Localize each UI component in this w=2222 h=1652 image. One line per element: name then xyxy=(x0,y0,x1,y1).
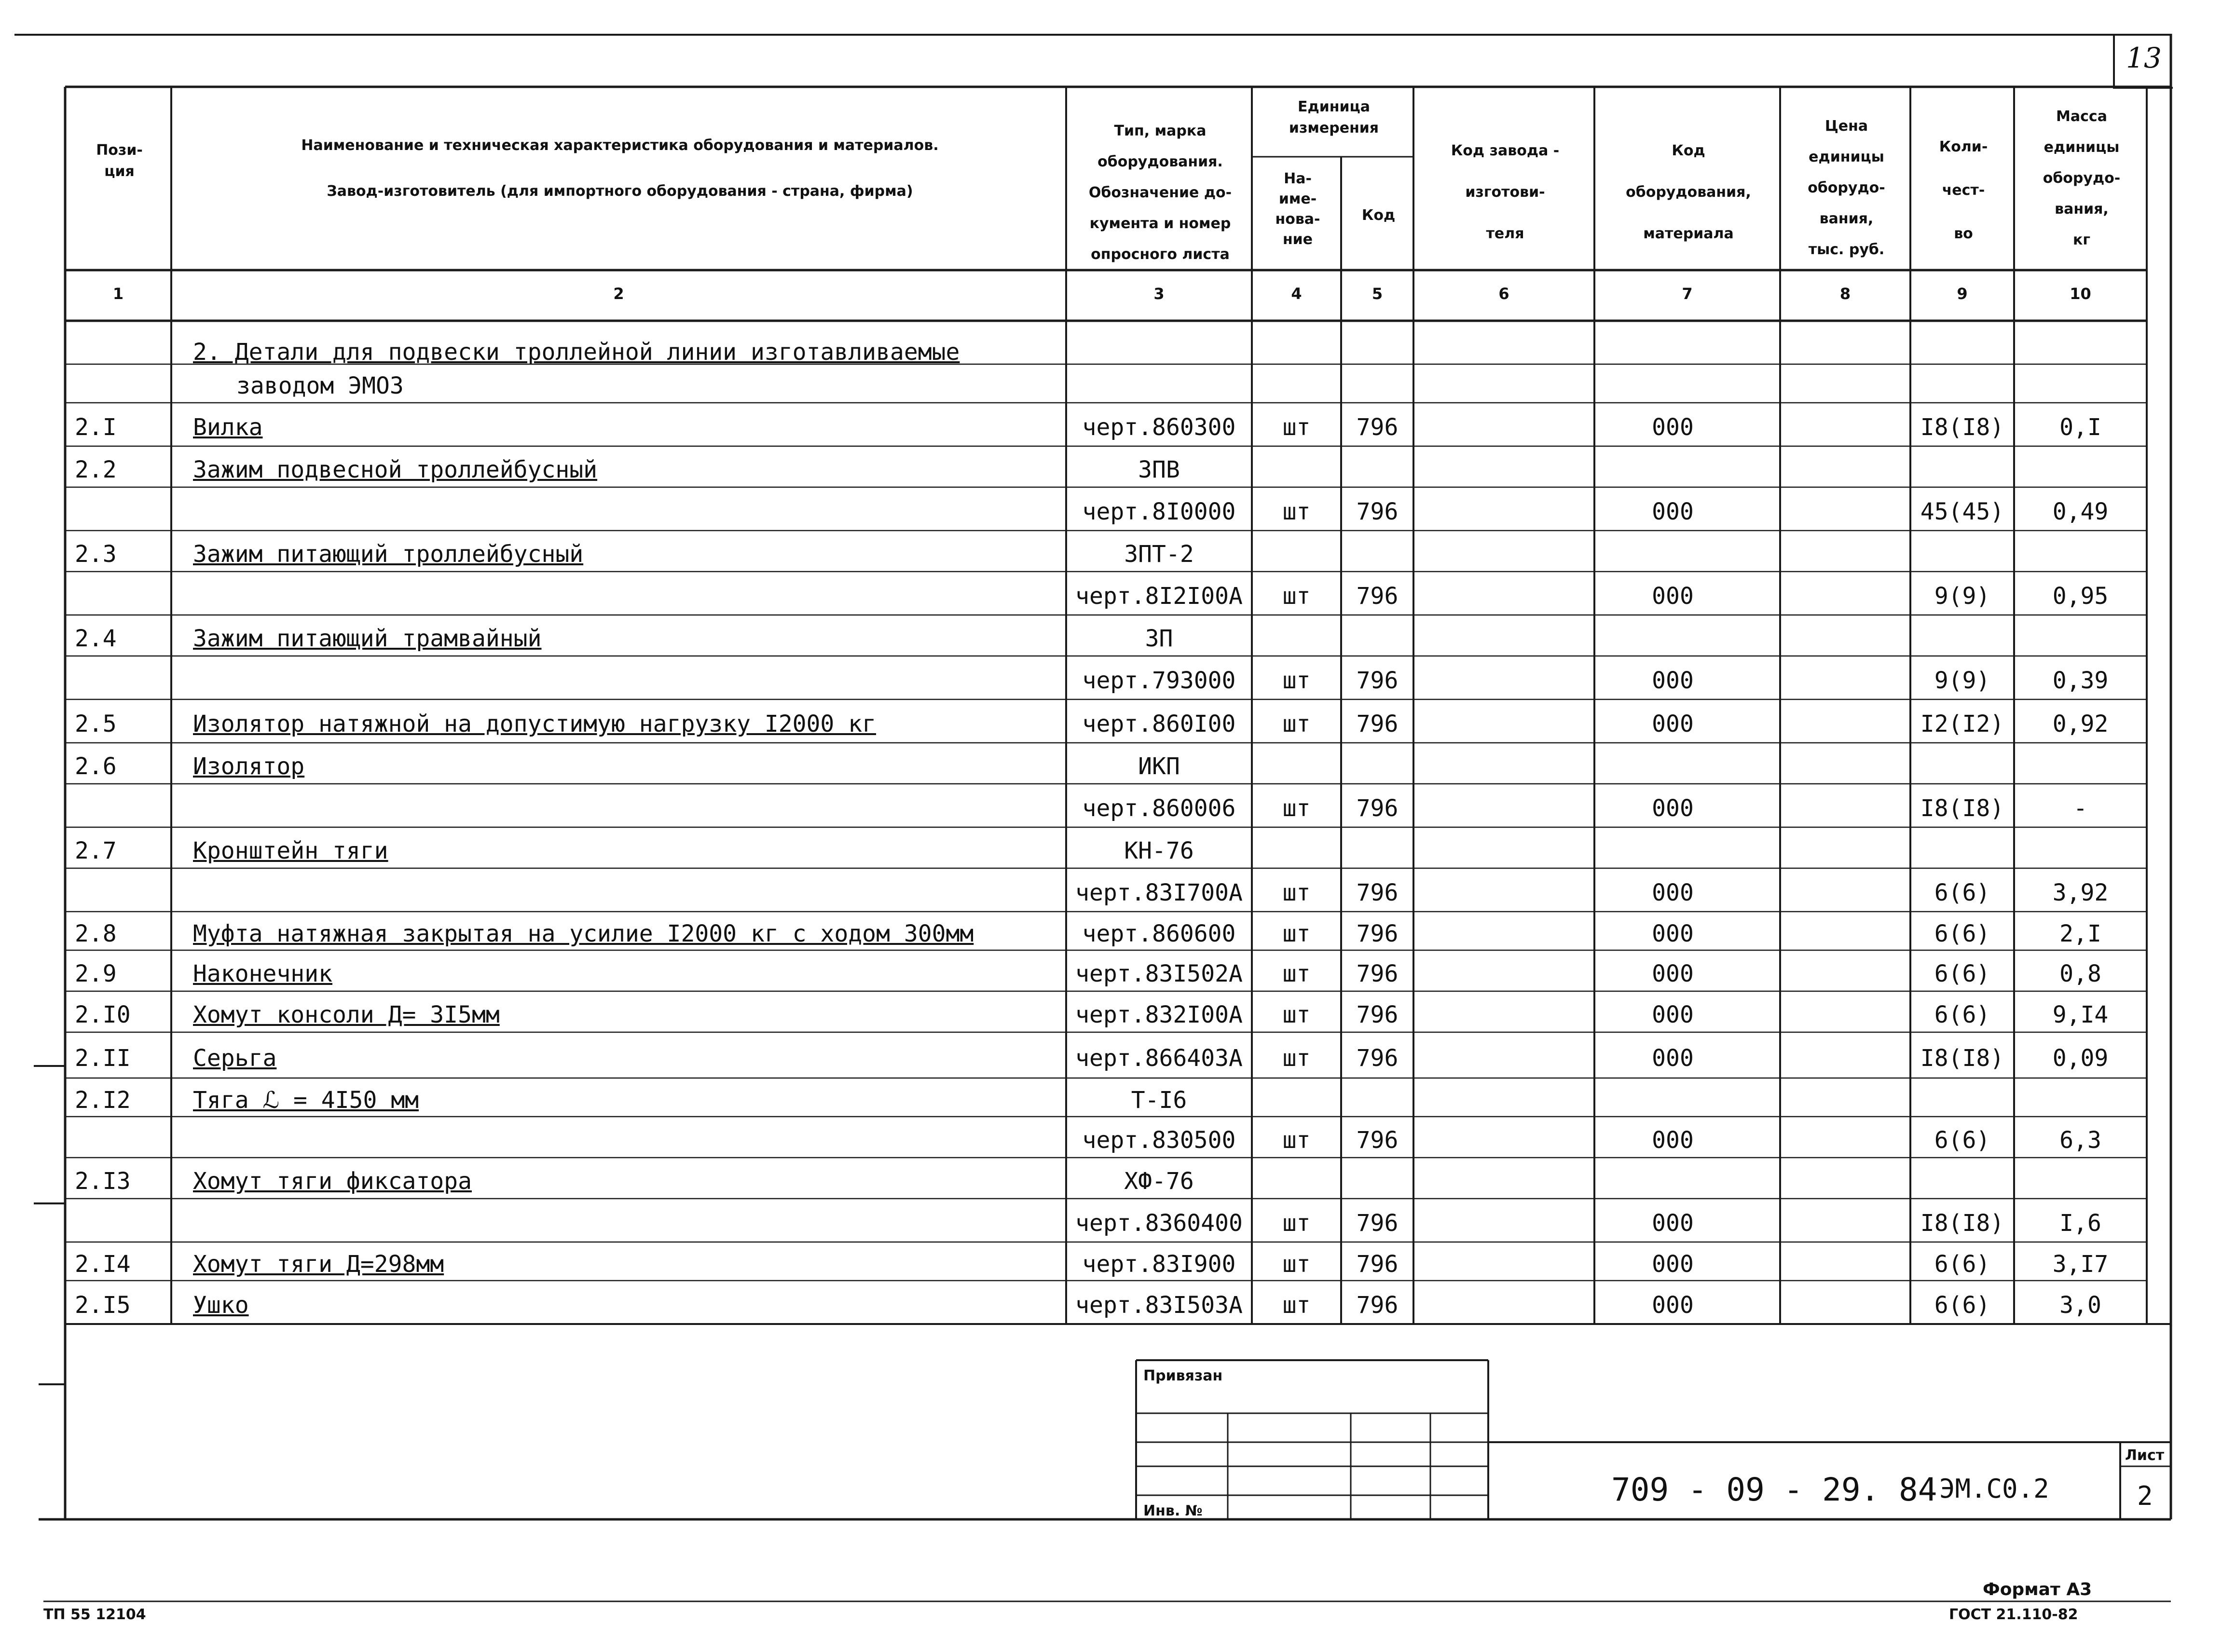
cell-mass: 0,92 xyxy=(2052,710,2109,737)
cell-type: ИКП xyxy=(1138,752,1180,780)
cell-qty: 6(6) xyxy=(1934,879,1990,906)
cell-mass: 9,I4 xyxy=(2052,1001,2109,1028)
cell-name: Зажим питающий троллейбусный xyxy=(193,540,584,568)
cell-unit: шт xyxy=(1282,583,1311,610)
header-unit-name: На- име- нова- ние xyxy=(1275,170,1320,248)
cell-qty: I2(I2) xyxy=(1920,710,2004,737)
cell-unit-code: 796 xyxy=(1356,879,1399,906)
cell-qty: 6(6) xyxy=(1934,1126,1990,1154)
column-number-5: 5 xyxy=(1372,285,1383,303)
header-unit-code: Код xyxy=(1361,207,1396,224)
footer-format: Формат А3 xyxy=(1983,1580,2092,1599)
cell-unit: шт xyxy=(1282,1044,1311,1072)
stamp-doc-code: ЭМ.С0.2 xyxy=(1939,1474,2049,1504)
cell-pos: 2.I5 xyxy=(75,1292,131,1319)
footer-gost: ГОСТ 21.110-82 xyxy=(1949,1606,2078,1623)
cell-type: черт.832I00A xyxy=(1075,1001,1243,1028)
cell-eq-code: 000 xyxy=(1652,414,1694,441)
cell-qty: 9(9) xyxy=(1934,667,1990,694)
column-number-9: 9 xyxy=(1957,285,1968,303)
cell-type: черт.860I00 xyxy=(1082,710,1236,737)
page-number: 13 xyxy=(2126,41,2162,74)
cell-unit-code: 796 xyxy=(1356,1044,1399,1072)
header-name-line1: Наименование и техническая характеристика оборудования и материалов. xyxy=(301,137,939,154)
cell-eq-code: 000 xyxy=(1652,498,1694,525)
cell-unit-code: 796 xyxy=(1356,498,1399,525)
cell-qty: I8(I8) xyxy=(1920,414,2004,441)
cell-type: черт.866403A xyxy=(1075,1044,1243,1072)
column-number-8: 8 xyxy=(1839,285,1851,303)
cell-unit: шт xyxy=(1282,414,1311,441)
cell-mass: 3,92 xyxy=(2052,879,2109,906)
header-type: Тип, марка оборудования. Обозначение до- кумента и номер опросного листа xyxy=(1088,123,1232,263)
cell-unit: шт xyxy=(1282,1210,1311,1237)
cell-eq-code: 000 xyxy=(1652,960,1694,987)
cell-unit: шт xyxy=(1282,1001,1311,1028)
cell-unit-code: 796 xyxy=(1356,795,1399,822)
cell-mass: 0,8 xyxy=(2059,960,2101,987)
cell-unit-code: 796 xyxy=(1356,667,1399,694)
cell-type: черт.83I503A xyxy=(1075,1292,1243,1319)
cell-type: ЗПВ xyxy=(1138,456,1180,483)
cell-eq-code: 000 xyxy=(1652,1044,1694,1072)
cell-name: Зажим питающий трамвайный xyxy=(193,625,542,652)
cell-unit: шт xyxy=(1282,1292,1311,1319)
cell-eq-code: 000 xyxy=(1652,795,1694,822)
cell-pos: 2.9 xyxy=(75,960,117,987)
column-number-4: 4 xyxy=(1291,285,1302,303)
cell-eq-code: 000 xyxy=(1652,583,1694,610)
cell-type: черт.860600 xyxy=(1082,920,1236,947)
section-title-line1: 2. Детали для подвески троллейной линии изготавливаемые xyxy=(193,339,960,366)
cell-type: ХФ-76 xyxy=(1124,1167,1194,1195)
cell-eq-code: 000 xyxy=(1652,710,1694,737)
cell-mass: 6,3 xyxy=(2059,1126,2101,1154)
cell-pos: 2.I3 xyxy=(75,1167,131,1195)
cell-pos: 2.6 xyxy=(75,752,117,780)
column-number-1: 1 xyxy=(112,285,124,303)
cell-type: ЗПТ-2 xyxy=(1124,540,1194,568)
cell-type: ЗП xyxy=(1145,625,1173,652)
stamp-inv: Инв. № xyxy=(1143,1502,1203,1519)
cell-qty: I8(I8) xyxy=(1920,1044,2004,1072)
cell-name: Муфта натяжная закрытая на усилие I2000 кг с ходом 300мм xyxy=(193,920,974,947)
cell-eq-code: 000 xyxy=(1652,1292,1694,1319)
cell-type: черт.8360400 xyxy=(1075,1210,1243,1237)
cell-name: Зажим подвесной троллейбусный xyxy=(193,456,598,483)
column-number-3: 3 xyxy=(1153,285,1165,303)
cell-name: Кронштейн тяги xyxy=(193,837,388,864)
cell-pos: 2.5 xyxy=(75,710,117,737)
cell-mass: 3,I7 xyxy=(2052,1251,2109,1278)
cell-name: Серьга xyxy=(193,1044,277,1072)
cell-unit: шт xyxy=(1282,795,1311,822)
cell-unit-code: 796 xyxy=(1356,1210,1399,1237)
cell-unit-code: 796 xyxy=(1356,1001,1399,1028)
cell-eq-code: 000 xyxy=(1652,1251,1694,1278)
cell-unit-code: 796 xyxy=(1356,710,1399,737)
cell-name: Изолятор xyxy=(193,752,305,780)
cell-type: черт.830500 xyxy=(1082,1126,1236,1154)
cell-unit: шт xyxy=(1282,879,1311,906)
cell-name: Тяга ℒ = 4I50 мм xyxy=(193,1087,419,1114)
cell-type: черт.83I900 xyxy=(1082,1251,1236,1278)
header-quantity: Коли- чест- во xyxy=(1939,138,1988,242)
cell-unit: шт xyxy=(1282,710,1311,737)
column-number-6: 6 xyxy=(1498,285,1509,303)
cell-name: Хомут тяги Д=298мм xyxy=(193,1251,444,1278)
cell-name: Ушко xyxy=(193,1292,249,1319)
cell-qty: I8(I8) xyxy=(1920,795,2004,822)
cell-type: черт.8I0000 xyxy=(1082,498,1236,525)
cell-unit-code: 796 xyxy=(1356,920,1399,947)
cell-mass: 0,09 xyxy=(2052,1044,2109,1072)
cell-pos: 2.I2 xyxy=(75,1087,131,1114)
cell-mass: 2,I xyxy=(2059,920,2101,947)
stamp-privyazan: Привязан xyxy=(1143,1367,1223,1384)
cell-unit: шт xyxy=(1282,960,1311,987)
cell-unit: шт xyxy=(1282,498,1311,525)
cell-eq-code: 000 xyxy=(1652,1126,1694,1154)
stamp-doc-number: 709 - 09 - 29. 84 xyxy=(1611,1471,1937,1508)
section-title-line2: заводом ЭМОЗ xyxy=(236,372,404,399)
cell-qty: 6(6) xyxy=(1934,1251,1990,1278)
cell-pos: 2.3 xyxy=(75,540,117,568)
cell-type: КН-76 xyxy=(1124,837,1194,864)
cell-name: Хомут тяги фиксатора xyxy=(193,1167,472,1195)
cell-unit-code: 796 xyxy=(1356,960,1399,987)
cell-type: черт.83I502A xyxy=(1075,960,1243,987)
header-unit: Единица измерения xyxy=(1289,98,1379,137)
cell-unit: шт xyxy=(1282,1251,1311,1278)
cell-mass: 0,39 xyxy=(2052,667,2109,694)
cell-pos: 2.8 xyxy=(75,920,117,947)
cell-pos: 2.II xyxy=(75,1044,131,1072)
cell-pos: 2.I4 xyxy=(75,1251,131,1278)
cell-qty: I8(I8) xyxy=(1920,1210,2004,1237)
header-factory-code: Код завода - изготови- теля xyxy=(1451,142,1560,242)
cell-pos: 2.2 xyxy=(75,456,117,483)
cell-type: черт.83I700A xyxy=(1075,879,1243,906)
cell-name: Изолятор натяжной на допустимую нагрузку I2000 кг xyxy=(193,710,877,737)
cell-type: черт.8I2I00A xyxy=(1075,583,1243,610)
cell-name: Наконечник xyxy=(193,960,332,987)
cell-name: Вилка xyxy=(193,414,263,441)
cell-mass: I,6 xyxy=(2059,1210,2101,1237)
cell-type: черт.860006 xyxy=(1082,795,1236,822)
header-position: Пози- ция xyxy=(96,142,143,180)
stamp-sheet-label: Лист xyxy=(2125,1447,2165,1464)
column-number-10: 10 xyxy=(2070,285,2091,303)
cell-unit-code: 796 xyxy=(1356,1292,1399,1319)
cell-eq-code: 000 xyxy=(1652,879,1694,906)
cell-unit-code: 796 xyxy=(1356,1251,1399,1278)
column-number-2: 2 xyxy=(613,285,624,303)
cell-pos: 2.4 xyxy=(75,625,117,652)
cell-type: черт.860300 xyxy=(1082,414,1236,441)
cell-unit: шт xyxy=(1282,920,1311,947)
header-equipment-code: Код оборудования, материала xyxy=(1626,142,1751,242)
stamp-sheet-number: 2 xyxy=(2137,1481,2153,1511)
cell-qty: 6(6) xyxy=(1934,920,1990,947)
cell-mass: 0,49 xyxy=(2052,498,2109,525)
cell-mass: - xyxy=(2073,795,2087,822)
header-name-line2: Завод-изготовитель (для импортного оборудования - страна, фирма) xyxy=(327,183,913,200)
cell-pos: 2.I0 xyxy=(75,1001,131,1028)
header-mass: Масса единицы оборудо- вания, кг xyxy=(2043,108,2121,248)
cell-qty: 6(6) xyxy=(1934,1292,1990,1319)
cell-pos: 2.7 xyxy=(75,837,117,864)
cell-mass: 0,95 xyxy=(2052,583,2109,610)
footer-tp: ТП 55 12104 xyxy=(43,1606,146,1623)
column-number-7: 7 xyxy=(1682,285,1693,303)
cell-unit: шт xyxy=(1282,1126,1311,1154)
cell-unit-code: 796 xyxy=(1356,1126,1399,1154)
cell-type: черт.793000 xyxy=(1082,667,1236,694)
cell-eq-code: 000 xyxy=(1652,1210,1694,1237)
header-price: Цена единицы оборудо- вания, тыс. руб. xyxy=(1808,118,1885,258)
cell-eq-code: 000 xyxy=(1652,1001,1694,1028)
cell-eq-code: 000 xyxy=(1652,920,1694,947)
cell-qty: 6(6) xyxy=(1934,1001,1990,1028)
cell-qty: 9(9) xyxy=(1934,583,1990,610)
cell-name: Хомут консоли Д= 3I5мм xyxy=(193,1001,500,1028)
cell-mass: 0,I xyxy=(2059,414,2101,441)
cell-qty: 6(6) xyxy=(1934,960,1990,987)
cell-qty: 45(45) xyxy=(1920,498,2004,525)
cell-pos: 2.I xyxy=(75,414,117,441)
cell-mass: 3,0 xyxy=(2059,1292,2101,1319)
cell-type: Т-I6 xyxy=(1131,1087,1187,1114)
cell-unit-code: 796 xyxy=(1356,583,1399,610)
cell-unit-code: 796 xyxy=(1356,414,1399,441)
cell-eq-code: 000 xyxy=(1652,667,1694,694)
cell-unit: шт xyxy=(1282,667,1311,694)
